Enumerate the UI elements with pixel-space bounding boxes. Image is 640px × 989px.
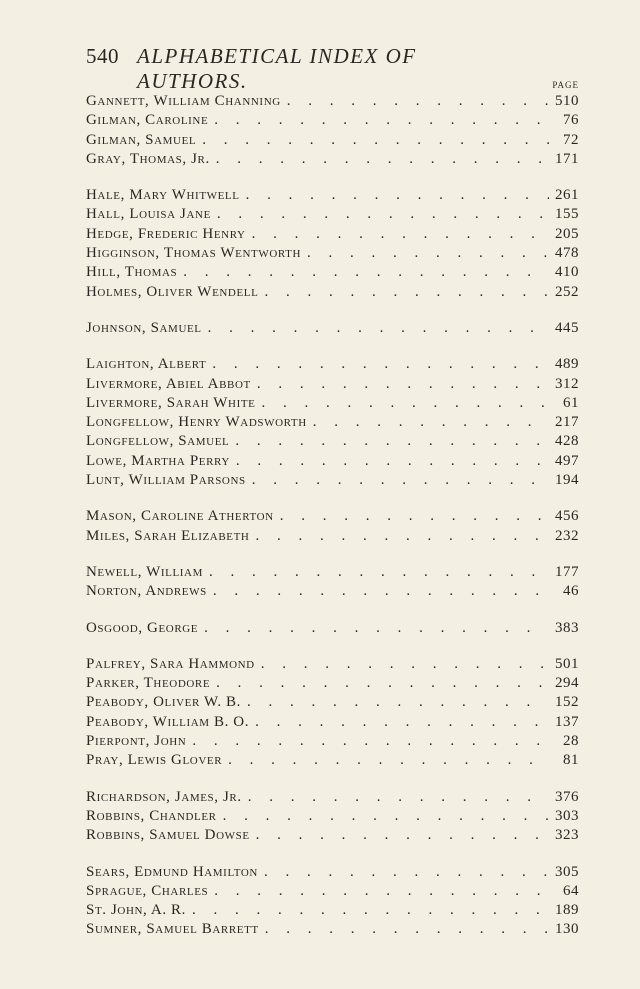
dot-leader [235, 432, 549, 451]
page-reference: 323 [555, 827, 579, 844]
author-name: Hedge, Frederic Henry [86, 225, 246, 242]
page-reference: 445 [555, 319, 579, 336]
author-name: Livermore, Sarah White [86, 394, 256, 411]
index-entry [86, 413, 579, 432]
dot-leader [252, 471, 549, 490]
author-name: Peabody, Oliver W. B. [86, 694, 242, 711]
page-reference: 46 [563, 583, 579, 600]
page-reference: 410 [555, 264, 579, 281]
page-reference: 312 [555, 375, 579, 392]
author-name: Higginson, Thomas Wentworth [86, 245, 302, 262]
page-reference: 428 [555, 433, 579, 450]
dot-leader [287, 92, 549, 111]
dot-leader [262, 394, 550, 413]
index-entry [86, 920, 579, 939]
dot-leader [213, 582, 549, 601]
page-reference: 76 [563, 112, 579, 129]
dot-leader [313, 413, 549, 432]
index-entry [86, 205, 579, 224]
index-entry [86, 150, 579, 169]
index-entry [86, 807, 579, 826]
index-entry [86, 619, 579, 638]
author-name: Norton, Andrews [86, 583, 207, 600]
index-entry [86, 751, 579, 770]
index-entry [86, 131, 579, 150]
index-letter-group [86, 507, 579, 546]
author-name: Lunt, William Parsons [86, 472, 246, 489]
page-reference: 28 [563, 733, 579, 750]
index-entry [86, 375, 579, 394]
index-entry [86, 788, 579, 807]
dot-leader [264, 863, 549, 882]
dot-leader [209, 563, 549, 582]
index-letter-group [86, 355, 579, 490]
author-name: Sumner, Samuel Barrett [86, 921, 259, 938]
page-reference: 261 [555, 187, 579, 204]
index-entry [86, 394, 579, 413]
page-reference: 478 [555, 245, 579, 262]
page-reference: 205 [555, 225, 579, 242]
index-entry [86, 283, 579, 302]
author-name: Gilman, Caroline [86, 112, 209, 129]
index-entry [86, 527, 579, 546]
dot-leader [246, 186, 549, 205]
author-name: Johnson, Samuel [86, 319, 202, 336]
author-name: Hale, Mary Whitwell [86, 187, 240, 204]
author-name: Hill, Thomas [86, 264, 178, 281]
dot-leader [192, 901, 549, 920]
author-name: Robbins, Samuel Dowse [86, 827, 250, 844]
index-entry [86, 452, 579, 471]
dot-leader [236, 452, 549, 471]
dot-leader [255, 527, 549, 546]
index-letter-group [86, 186, 579, 302]
author-name: Newell, William [86, 563, 203, 580]
dot-leader [307, 244, 549, 263]
index-entry [86, 471, 579, 490]
index-entry [86, 901, 579, 920]
page-reference: 305 [555, 863, 579, 880]
author-name: Lowe, Martha Perry [86, 452, 230, 469]
author-name: Parker, Theodore [86, 675, 211, 692]
index-entry [86, 713, 579, 732]
page-reference: 194 [555, 472, 579, 489]
dot-leader [255, 713, 549, 732]
index-entry [86, 826, 579, 845]
index-entry [86, 507, 579, 526]
page-number: 540 [86, 44, 119, 68]
page-reference: 489 [555, 356, 579, 373]
page-reference: 64 [563, 882, 579, 899]
index-entry [86, 432, 579, 451]
page-reference: 217 [555, 414, 579, 431]
index-entry [86, 655, 579, 674]
page-column-label: PAGE [552, 80, 579, 90]
page-reference: 501 [555, 655, 579, 672]
dot-leader [214, 111, 549, 130]
page-reference: 383 [555, 619, 579, 636]
author-name: Hall, Louisa Jane [86, 206, 211, 223]
author-name: Palfrey, Sara Hammond [86, 655, 255, 672]
dot-leader [248, 788, 549, 807]
page-reference: 137 [555, 713, 579, 730]
author-name: Longfellow, Samuel [86, 433, 230, 450]
dot-leader [216, 674, 549, 693]
author-name: Gannett, William Channing [86, 93, 281, 109]
dot-leader [202, 131, 549, 150]
author-name: Miles, Sarah Elizabeth [86, 527, 250, 544]
author-name: Robbins, Chandler [86, 807, 217, 824]
index-entry [86, 355, 579, 374]
author-name: Livermore, Abiel Abbot [86, 375, 251, 392]
index-letter-group [86, 619, 579, 638]
page-reference: 130 [555, 921, 579, 938]
page-reference: 155 [555, 206, 579, 223]
author-name: Gilman, Samuel [86, 131, 197, 148]
dot-leader [204, 619, 549, 638]
index-letter-group [86, 788, 579, 846]
dot-leader [183, 263, 549, 282]
author-name: Sprague, Charles [86, 882, 209, 899]
dot-leader [256, 826, 549, 845]
author-name: Richardson, James, Jr. [86, 788, 242, 805]
index-entry [86, 882, 579, 901]
index-letter-group [86, 563, 579, 602]
dot-leader [208, 319, 549, 338]
index-entry [86, 674, 579, 693]
dot-leader [192, 732, 549, 751]
author-index [86, 92, 579, 957]
author-name: St. John, A. R. [86, 902, 186, 919]
page-reference: 152 [555, 694, 579, 711]
index-entry [86, 563, 579, 582]
author-name: Peabody, William B. O. [86, 713, 250, 730]
dot-leader [217, 205, 549, 224]
author-name: Longfellow, Henry Wadsworth [86, 414, 307, 431]
dot-leader [223, 807, 549, 826]
index-entry [86, 186, 579, 205]
page-reference: 61 [563, 394, 579, 411]
page-reference: 72 [563, 131, 579, 148]
index-letter-group [86, 319, 579, 338]
author-name: Pray, Lewis Glover [86, 752, 223, 769]
dot-leader [212, 355, 549, 374]
author-name: Pierpont, John [86, 733, 187, 750]
index-entry [86, 582, 579, 601]
index-entry [86, 732, 579, 751]
page-reference: 456 [555, 508, 579, 525]
dot-leader [264, 283, 549, 302]
index-entry [86, 263, 579, 282]
index-entry [86, 111, 579, 130]
index-entry [86, 244, 579, 263]
index-entry [86, 92, 579, 111]
page-reference: 81 [563, 752, 579, 769]
index-entry [86, 225, 579, 244]
page-reference: 232 [555, 527, 579, 544]
page-reference: 177 [555, 563, 579, 580]
page-reference: 294 [555, 675, 579, 692]
index-letter-group [86, 655, 579, 771]
index-letter-group [86, 863, 579, 940]
page-reference: 303 [555, 807, 579, 824]
dot-leader [216, 150, 549, 169]
page-reference: 510 [555, 93, 579, 109]
page-reference: 171 [555, 150, 579, 167]
index-entry [86, 693, 579, 712]
index-entry [86, 863, 579, 882]
page-reference: 376 [555, 788, 579, 805]
page-header [86, 44, 526, 93]
author-name: Sears, Edmund Hamilton [86, 863, 258, 880]
index-letter-group [86, 92, 579, 169]
page-reference: 497 [555, 452, 579, 469]
author-name: Osgood, George [86, 619, 199, 636]
dot-leader [252, 225, 549, 244]
dot-leader [261, 655, 549, 674]
dot-leader [228, 751, 549, 770]
dot-leader [280, 507, 549, 526]
author-name: Gray, Thomas, Jr. [86, 150, 210, 167]
page-reference: 189 [555, 902, 579, 919]
author-name: Laighton, Albert [86, 356, 207, 373]
dot-leader [214, 882, 549, 901]
dot-leader [247, 693, 549, 712]
author-name: Holmes, Oliver Wendell [86, 283, 259, 300]
author-name: Mason, Caroline Atherton [86, 508, 274, 525]
dot-leader [265, 920, 549, 939]
dot-leader [257, 375, 549, 394]
index-entry [86, 319, 579, 338]
page-reference: 252 [555, 283, 579, 300]
running-title: ALPHABETICAL INDEX OF AUTHORS. [137, 44, 417, 93]
